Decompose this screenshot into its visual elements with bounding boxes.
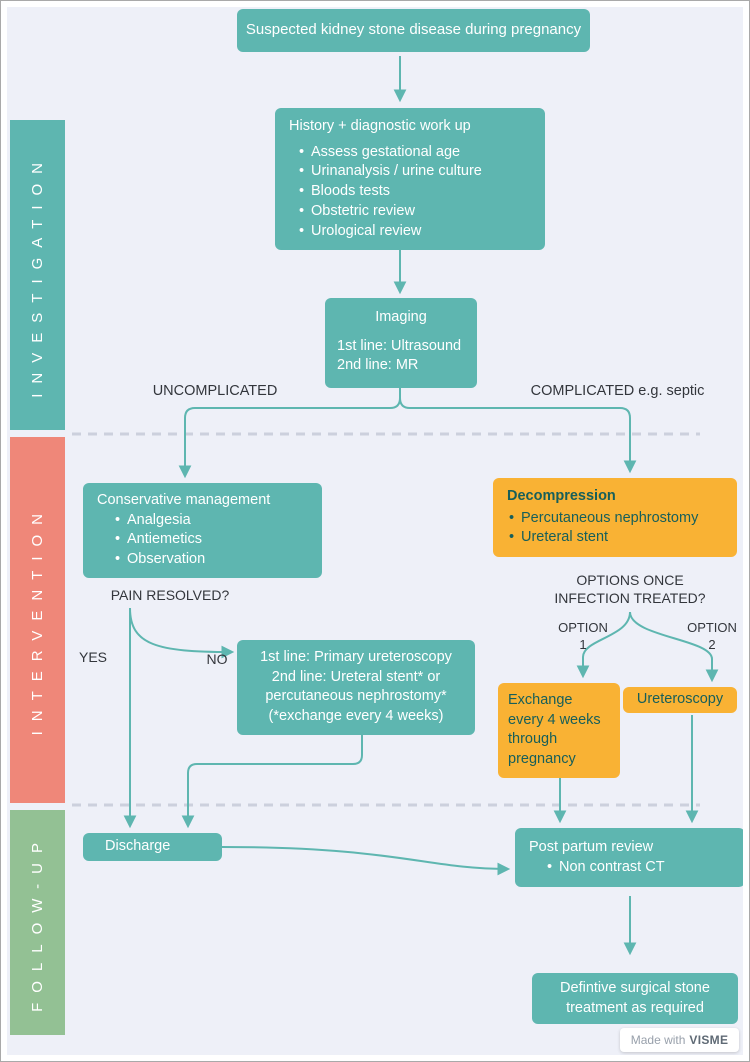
list-item: • Urinanalysis / urine culture — [297, 162, 531, 182]
decision-pain-resolved: PAIN RESOLVED? — [110, 587, 230, 603]
node-start-text: Suspected kidney stone disease during pregnancy — [245, 21, 582, 39]
imaging-line: 1st line: Ultrasound — [337, 337, 462, 354]
branch-label-complicated: COMPLICATED e.g. septic — [530, 383, 705, 399]
made-with-visme-badge[interactable] — [620, 1028, 739, 1052]
list-item: • Non contrast CT — [545, 858, 731, 878]
node-start — [237, 9, 590, 52]
arrow-imaging-to-conservative — [185, 388, 400, 475]
primary-line: 1st line: Primary ureteroscopy — [260, 649, 452, 665]
decompression-list — [507, 509, 723, 548]
list-item: • Ureteral stent — [507, 528, 723, 548]
node-definitive-treatment — [532, 973, 738, 1024]
conservative-list — [113, 511, 308, 570]
flowchart-canvas — [7, 7, 743, 1055]
branch-label-option-2: OPTION 2 — [687, 620, 737, 652]
node-primary-ureteroscopy — [237, 640, 475, 735]
arrow-no-to-primary — [130, 608, 231, 652]
section-label-intervention: INTERVENTION — [29, 504, 46, 736]
node-exchange-every-4-weeks: Exchange every 4 weeks through pregnancy — [498, 683, 620, 778]
list-item: • Assess gestational age — [297, 143, 531, 163]
branch-label-option-1: OPTION 1 — [558, 620, 608, 652]
list-item: • Antiemetics — [113, 530, 308, 550]
badge-prefix: Made with — [630, 1033, 686, 1047]
badge-brand: VISME — [689, 1033, 729, 1047]
primary-line: (*exchange every 4 weeks) — [268, 708, 444, 725]
primary-line: 2nd line: Ureteral stent* or — [271, 668, 441, 685]
node-ureteroscopy-option: Ureteroscopy — [623, 687, 737, 713]
history-list — [297, 143, 531, 242]
section-label-investigation: INVESTIGATION — [29, 152, 46, 398]
branch-label-uncomplicated: UNCOMPLICATED — [152, 383, 278, 399]
node-postpartum-title: Post partum review — [529, 839, 654, 855]
decision-options-once-infection-treated: OPTIONS ONCE INFECTION TREATED? — [554, 572, 706, 607]
branch-label-no: NO — [206, 651, 228, 667]
primary-line: percutaneous nephrostomy* — [265, 688, 447, 705]
postpartum-list — [545, 858, 731, 878]
list-item: • Percutaneous nephrostomy — [507, 509, 723, 529]
node-imaging-title: Imaging — [375, 309, 427, 325]
arrow-discharge-to-postpartum — [222, 847, 507, 869]
list-item: • Observation — [113, 550, 308, 570]
node-conservative-management — [83, 483, 322, 578]
node-discharge — [83, 833, 222, 861]
node-decompression — [493, 478, 737, 557]
node-history-workup — [275, 108, 545, 250]
node-discharge-text: Discharge — [105, 838, 171, 855]
list-item: • Urological review — [297, 222, 531, 242]
section-label-followup: FOLLOW-UP — [29, 833, 46, 1012]
imaging-line: 2nd line: MR — [337, 357, 419, 374]
node-decompression-title: Decompression — [507, 488, 616, 504]
list-item: • Obstetric review — [297, 202, 531, 222]
node-history-title: History + diagnostic work up — [289, 118, 471, 134]
node-post-partum-review — [515, 828, 743, 887]
node-imaging — [325, 298, 477, 388]
list-item: • Bloods tests — [297, 182, 531, 202]
branch-label-yes: YES — [78, 649, 107, 665]
list-item: • Analgesia — [113, 511, 308, 531]
node-definitive-text: Defintive surgical stone treatment as required — [560, 980, 710, 1016]
node-conservative-title: Conservative management — [97, 492, 271, 508]
